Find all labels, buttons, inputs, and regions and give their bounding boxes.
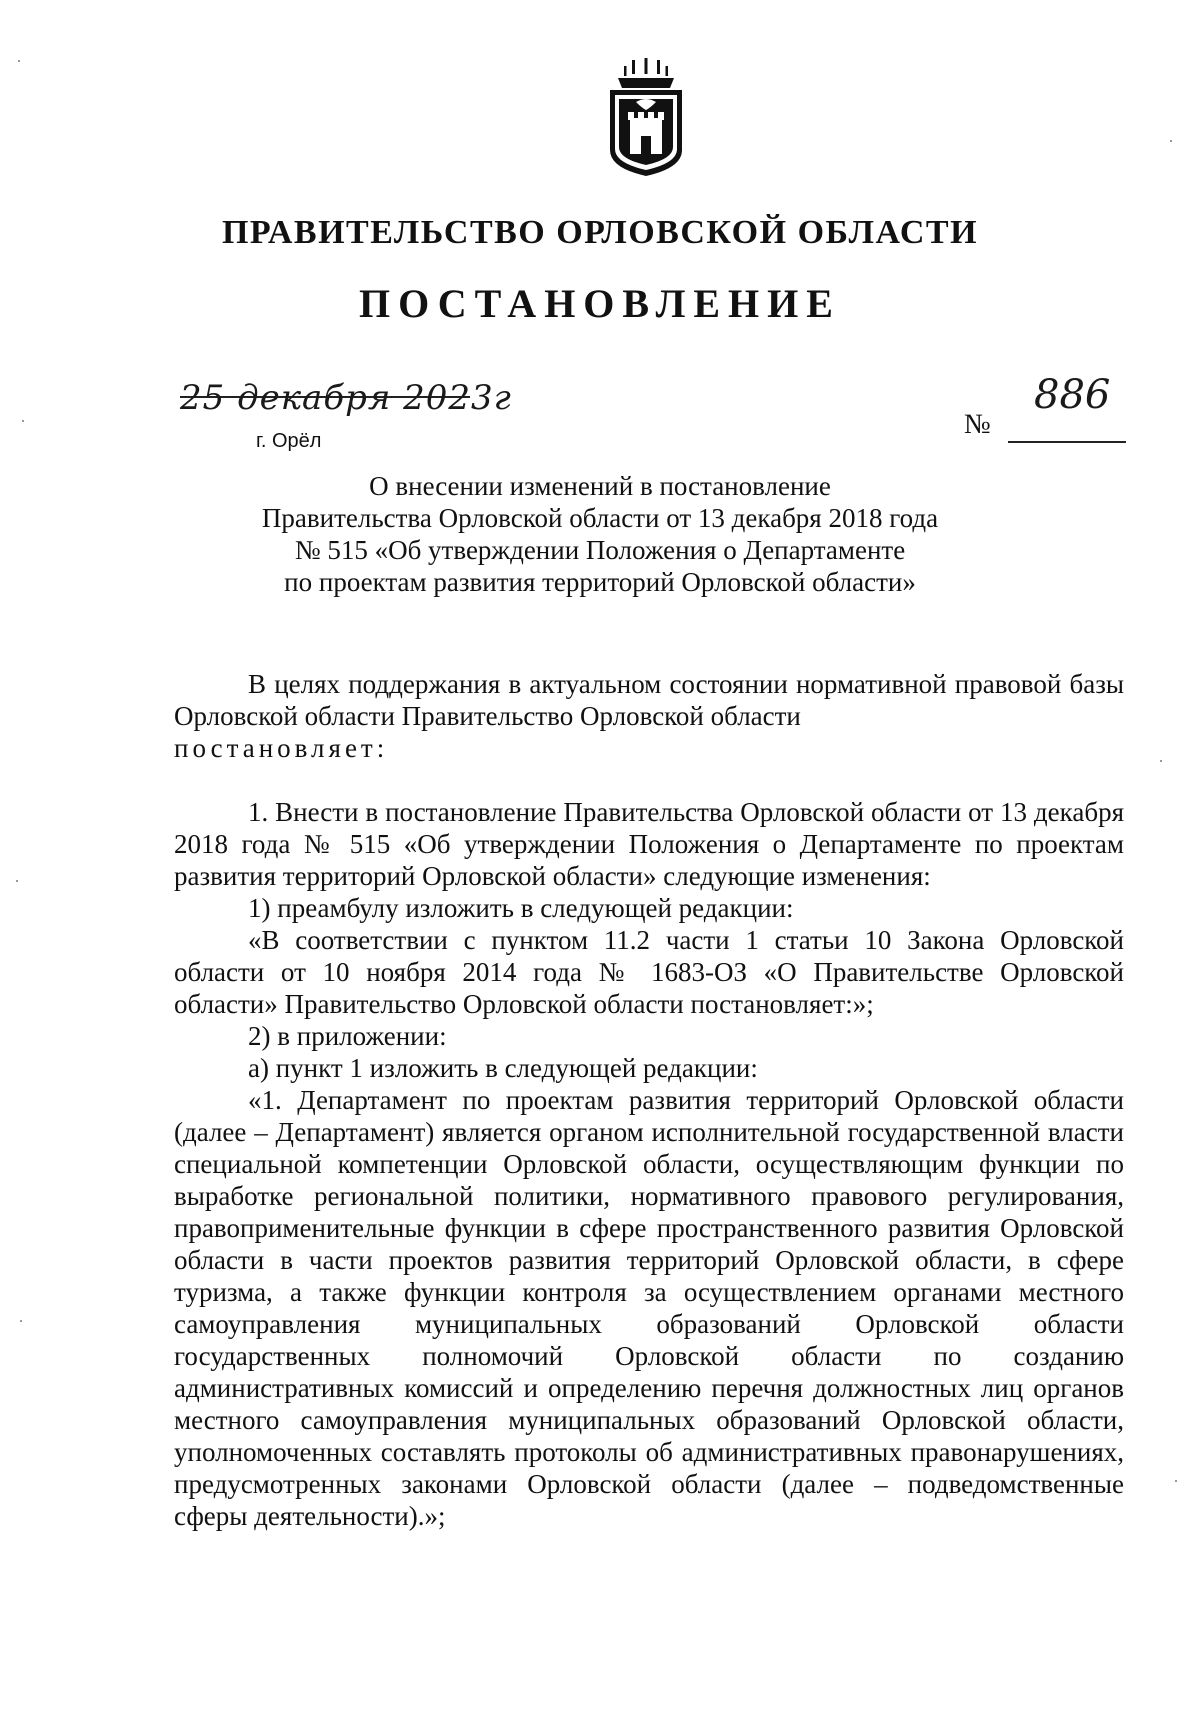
preamble-text: В целях поддержания в актуальном состоянии нормативной правовой базы Орловской области Правительство Орловской области xyxy=(174,669,1124,731)
document-type-heading: ПОСТАНОВЛЕНИЕ xyxy=(359,281,841,326)
preamble-keyword: постановляет: xyxy=(174,733,389,763)
document-subject xyxy=(0,470,1200,598)
handwritten-date: 25 декабря 2023г xyxy=(180,378,512,418)
item-1-subitem-1: 1) преамбулу изложить в следующей редакции: xyxy=(248,893,794,923)
government-title: ПРАВИТЕЛЬСТВО ОРЛОВСКОЙ ОБЛАСТИ xyxy=(221,214,979,251)
city-label: г. Орёл xyxy=(256,430,322,452)
scan-speck xyxy=(1175,1480,1177,1482)
document-body xyxy=(174,668,1124,1532)
number-underline xyxy=(1008,441,1126,443)
scan-speck xyxy=(20,1320,22,1322)
scan-speck xyxy=(1160,760,1162,762)
coat-of-arms-emblem xyxy=(604,58,688,178)
item-1: 1. Внести в постановление Правительства Орловской области от 13 декабря 2018 года № 515 «Об утверждении Положения о Департаменте по проектам развития территорий Орловской области» следующие изменения: xyxy=(174,797,1124,891)
item-1-subitem-1-text: «В соответствии с пунктом 11.2 части 1 статьи 10 Закона Орловской области от 10 ноября 2014 года № 1683-ОЗ «О Правительстве Орловской области» Правительство Орловской области постановляет:»; xyxy=(174,925,1124,1019)
scan-speck xyxy=(18,60,20,62)
subject-line: по проектам развития территорий Орловской области» xyxy=(284,567,916,597)
subject-line: Правительства Орловской области от 13 декабря 2018 года xyxy=(261,503,939,533)
scan-speck xyxy=(16,880,18,882)
number-sign: № xyxy=(964,409,991,440)
subject-line: О внесении изменений в постановление xyxy=(369,471,831,501)
subject-line: № 515 «Об утверждении Положения о Департаменте xyxy=(294,535,906,565)
item-1-subitem-2-a-text: «1. Департамент по проектам развития территорий Орловской области (далее – Департамент) является органом исполнительной государственной власти специальной компетенции Орловской области, осуществляющим функции по выработке региональной политики, нормативного правового регулирования, правоприменительные функции в сфере пространственного развития Орловской области в части проектов развития территорий Орловской области, в сфере туризма, а также функции контроля за осуществлением органами местного самоуправления муниципальных образований Орловской области государственных полномочий Орловской области по созданию административных комиссий и определению перечня должностных лиц органов местного самоуправления муниципальных образований Орловской области, уполномоченных составлять протоколы об административных правонарушениях, предусмотренных законами Орловской области (далее – подведомственные сферы деятельности).»; xyxy=(174,1085,1124,1531)
item-1-subitem-2: 2) в приложении: xyxy=(248,1021,447,1051)
item-1-subitem-2-a: а) пункт 1 изложить в следующей редакции: xyxy=(248,1053,758,1083)
preamble-keyword-paragraph xyxy=(174,732,1124,764)
scan-speck xyxy=(22,420,24,422)
scan-speck xyxy=(1170,140,1172,142)
preamble-paragraph xyxy=(174,668,1124,732)
handwritten-number: 886 xyxy=(1034,372,1111,418)
